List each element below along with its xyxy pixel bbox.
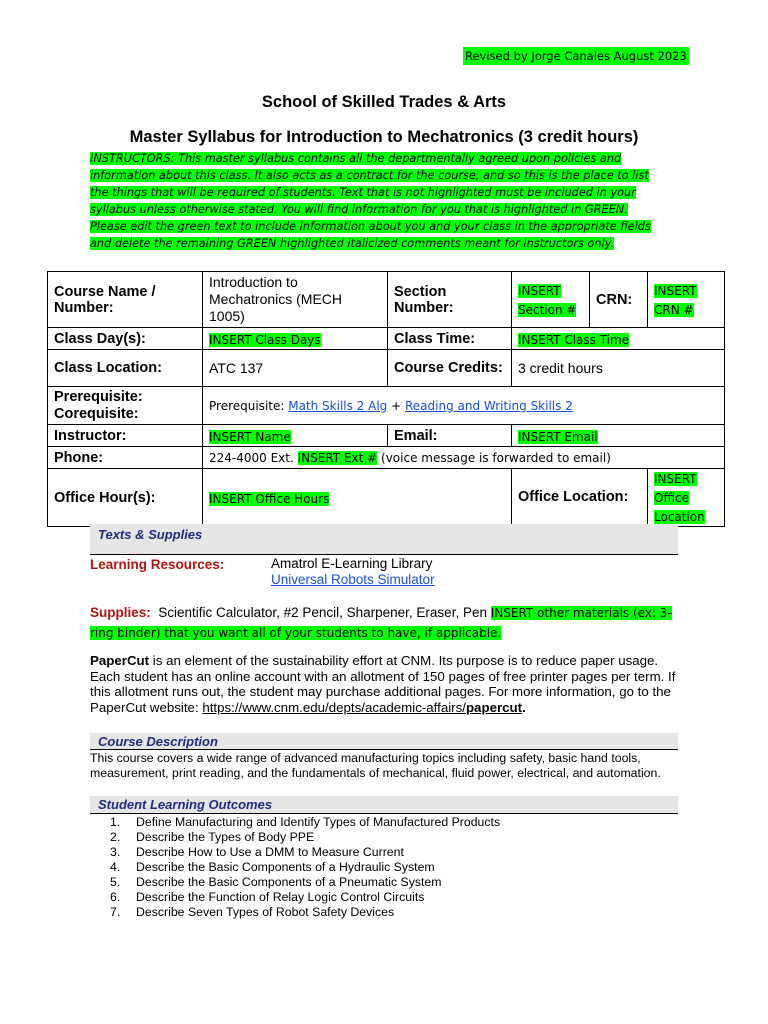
- class-location-value: ATC 137: [203, 350, 388, 387]
- learning-resources-list: [271, 556, 435, 588]
- section-value[interactable]: INSERT Section #: [518, 283, 577, 317]
- class-location-label: Class Location:: [48, 350, 203, 387]
- supplies-label: Supplies:: [90, 605, 151, 620]
- class-time-value[interactable]: INSERT Class Time: [518, 332, 630, 347]
- prereq-plus: +: [387, 398, 405, 413]
- reading-writing-link[interactable]: Reading and Writing Skills 2: [404, 398, 573, 413]
- papercut-link[interactable]: [202, 700, 522, 715]
- class-days-value[interactable]: INSERT Class Days: [209, 332, 321, 347]
- revised-note: Revised by Jorge Canales August 2023: [465, 49, 687, 63]
- papercut-paragraph: [90, 653, 690, 715]
- class-time-label: Class Time:: [388, 328, 512, 350]
- instructor-label: Instructor:: [48, 425, 203, 447]
- learning-outcomes-list: [110, 815, 500, 920]
- item-number: 7.: [110, 905, 121, 919]
- office-location-label: Office Location:: [512, 469, 648, 527]
- item-text: Describe the Basic Components of a Pneumatic System: [136, 875, 442, 889]
- item-text: Describe How to Use a DMM to Measure Current: [136, 845, 404, 859]
- instructor-value[interactable]: INSERT Name: [209, 429, 291, 444]
- course-credits-label: Course Credits:: [388, 350, 512, 387]
- prereq-value: [203, 387, 725, 425]
- supplies-insert[interactable]: INSERT other materials (ex: 3-ring binder) that you want all of your students to have, if applicable.: [90, 606, 672, 640]
- list-item: [110, 905, 500, 920]
- papercut-link-prefix: https://www.cnm.edu/depts/academic-affairs/: [202, 699, 466, 715]
- item-text: Describe the Function of Relay Logic Control Circuits: [136, 890, 425, 904]
- supplies-paragraph: [90, 603, 680, 643]
- office-location-value[interactable]: INSERT Office Location: [654, 472, 705, 524]
- course-name-label: Course Name / Number:: [48, 272, 203, 328]
- class-days-label: Class Day(s):: [48, 328, 203, 350]
- instructor-instructions: [90, 150, 660, 252]
- item-number: 1.: [110, 815, 121, 829]
- item-text: Describe the Basic Components of a Hydraulic System: [136, 860, 435, 874]
- office-hours-value[interactable]: INSERT Office Hours: [209, 491, 330, 506]
- item-number: 3.: [110, 845, 121, 859]
- list-item: [110, 845, 500, 860]
- item-text: Describe Seven Types of Robot Safety Devices: [136, 905, 395, 919]
- learning-resource-amatrol: Amatrol E-Learning Library: [271, 556, 433, 571]
- item-text: Describe the Types of Body PPE: [136, 830, 315, 844]
- course-description-heading: Course Description: [90, 733, 678, 750]
- math-skills-link[interactable]: Math Skills 2 Alg: [288, 398, 388, 413]
- crn-value[interactable]: INSERT CRN #: [654, 283, 697, 317]
- list-item: [110, 830, 500, 845]
- syllabus-title: Master Syllabus for Introduction to Mechatronics (3 credit hours): [129, 128, 639, 146]
- papercut-link-bold: papercut: [465, 699, 523, 715]
- texts-supplies-heading: Texts & Supplies: [90, 524, 678, 555]
- item-number: 6.: [110, 890, 121, 904]
- papercut-end: .: [522, 699, 526, 715]
- email-value[interactable]: INSERT Email: [518, 429, 598, 444]
- phone-prefix: 224-4000 Ext.: [209, 450, 298, 465]
- prereq-label: Prerequisite: Corequisite:: [48, 387, 203, 425]
- course-description-text: This course covers a wide range of advanced manufacturing topics including safety, basic hand tools, measurement, print reading, and the fundamentals of mechanical, fluid power, electrical, and automation.: [90, 751, 661, 780]
- papercut-text: is an element of the sustainability effort at CNM. Its purpose is to reduce paper usage. Each student has an online account with an allotment of 150 pages of free printer pages per term. If this allotment runs out, the student may purchase additional pages. For more information, go to the PaperCut website:: [90, 653, 676, 715]
- instructions-text: INSTRUCTORS: This master syllabus contains all the departmentally agreed upon policies and information about this class. It also acts as a contract for the course, and so this is the place to list the things that will be required of students. Text that is not highlighted must be included in your syllabus unless otherwise stated. You will find information for you that is highlighted in GREEN. Please edit the green text to include information about you and your class in the appropriate fields and delete the remaining GREEN highlighted italicized comments meant for instructors only.: [90, 152, 651, 250]
- item-number: 5.: [110, 875, 121, 889]
- list-item: [110, 875, 500, 890]
- course-name-value: Introduction to Mechatronics (MECH 1005): [203, 272, 388, 328]
- school-title: School of Skilled Trades & Arts: [261, 93, 507, 111]
- course-credits-value: 3 credit hours: [512, 350, 725, 387]
- papercut-bold: PaperCut: [90, 653, 150, 668]
- learning-resources-label: Learning Resources:: [90, 557, 225, 572]
- list-item: [110, 890, 500, 905]
- item-number: 2.: [110, 830, 121, 844]
- learning-outcomes-heading: Student Learning Outcomes: [90, 796, 678, 814]
- item-number: 4.: [110, 860, 121, 874]
- supplies-value: Scientific Calculator, #2 Pencil, Sharpener, Eraser, Pen: [158, 605, 487, 620]
- office-hours-label: Office Hour(s):: [48, 469, 203, 527]
- phone-ext[interactable]: INSERT Ext #: [297, 450, 378, 465]
- list-item: [110, 860, 500, 875]
- universal-robots-link[interactable]: Universal Robots Simulator: [271, 572, 435, 587]
- crn-label: CRN:: [590, 272, 648, 328]
- phone-value: [203, 447, 725, 469]
- section-label: Section Number:: [388, 272, 512, 328]
- prereq-prefix: Prerequisite:: [209, 398, 289, 413]
- phone-label: Phone:: [48, 447, 203, 469]
- email-label: Email:: [388, 425, 512, 447]
- phone-suffix: (voice message is forwarded to email): [377, 450, 611, 465]
- course-info-table: [47, 271, 725, 527]
- item-text: Define Manufacturing and Identify Types of Manufactured Products: [136, 815, 501, 829]
- list-item: [110, 815, 500, 830]
